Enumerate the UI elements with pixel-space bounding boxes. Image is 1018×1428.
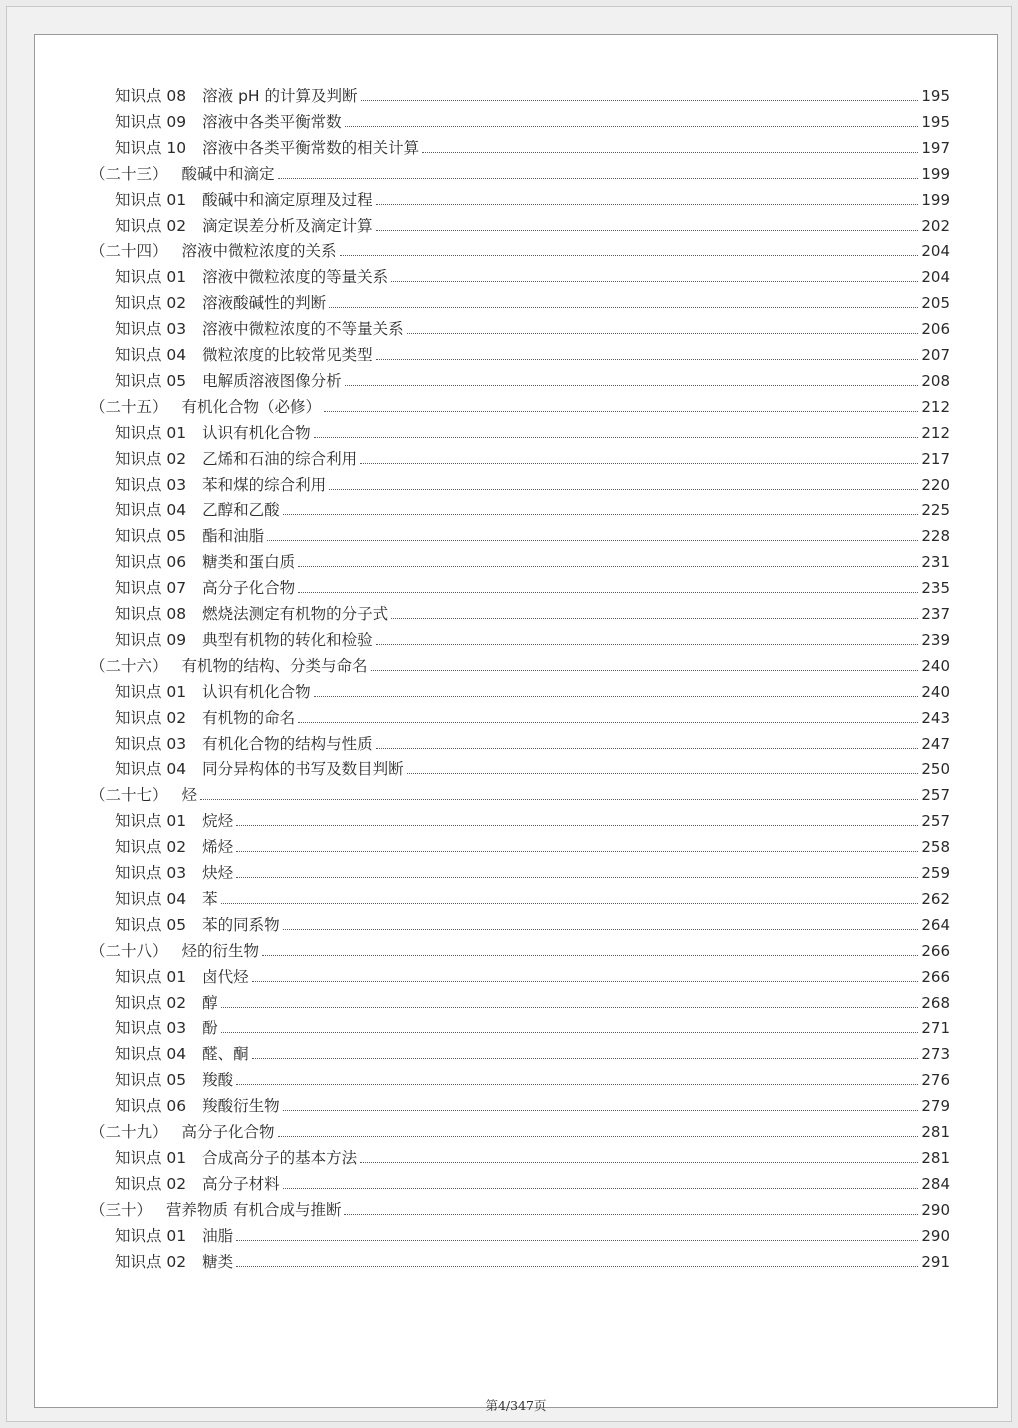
toc-section-row[interactable] — [90, 159, 950, 183]
toc-page-number: 239 — [921, 630, 950, 649]
toc-entry-title: 酸碱中和滴定原理及过程 — [202, 190, 373, 209]
toc-item-row[interactable] — [115, 547, 950, 571]
dot-leader — [422, 152, 918, 153]
toc-entry-title: 烷烃 — [202, 812, 234, 831]
toc-entry-number: 知识点 08 — [115, 87, 187, 105]
toc-page-number: 240 — [921, 682, 950, 701]
toc-page-number: 259 — [921, 864, 950, 882]
dot-leader — [340, 255, 919, 256]
toc-entry-title: 有机物的命名 — [202, 708, 296, 727]
dot-leader — [376, 748, 919, 749]
toc-entry-number: 知识点 03 — [115, 734, 187, 753]
toc-page-number: 290 — [921, 1226, 950, 1245]
toc-item-row[interactable] — [115, 1065, 950, 1089]
dot-leader — [236, 851, 918, 852]
toc-page-number: 257 — [921, 812, 950, 831]
toc-entry-number: 知识点 03 — [115, 475, 187, 494]
toc-page-number: 250 — [921, 760, 950, 779]
dot-leader — [236, 877, 918, 878]
dot-leader — [376, 359, 919, 360]
toc-entry-title: 有机化合物的结构与性质 — [202, 734, 373, 753]
toc-page-number: 205 — [921, 294, 950, 313]
dot-leader — [262, 955, 918, 956]
toc-entry-title: 苯的同系物 — [202, 915, 280, 934]
toc-item-row[interactable] — [115, 107, 950, 131]
toc-item-row[interactable] — [115, 211, 950, 235]
toc-item-row[interactable] — [115, 1013, 950, 1037]
toc-entry-number: 知识点 04 — [115, 889, 187, 908]
dot-leader — [236, 1240, 918, 1241]
toc-page-number: 204 — [921, 268, 950, 287]
toc-entry-number: 知识点 10 — [115, 138, 187, 157]
toc-entry-number: 知识点 03 — [115, 864, 187, 882]
toc-item-row[interactable] — [115, 806, 950, 830]
dot-leader — [221, 1007, 919, 1008]
toc-entry-title: 烯烃 — [202, 838, 234, 857]
dot-leader — [283, 1188, 919, 1189]
toc-item-row[interactable] — [115, 314, 950, 338]
toc-page-number: 225 — [921, 501, 950, 520]
dot-leader — [376, 204, 919, 205]
toc-page-number: 228 — [921, 527, 950, 546]
toc-page-number: 290 — [921, 1200, 950, 1219]
toc-entry-title: 溶液酸碱性的判断 — [202, 294, 327, 313]
dot-leader — [407, 333, 919, 334]
toc-entry-number: 知识点 01 — [115, 423, 187, 442]
toc-entry-title: 酚 — [202, 1019, 218, 1038]
toc-page-number: 262 — [921, 889, 950, 908]
toc-entry-number: 知识点 07 — [115, 579, 187, 598]
toc-item-row[interactable] — [115, 521, 950, 545]
toc-page-number: 291 — [921, 1252, 950, 1271]
toc-item-row[interactable] — [115, 832, 950, 856]
dot-leader — [278, 1136, 919, 1137]
dot-leader — [221, 903, 919, 904]
dot-leader — [376, 644, 919, 645]
toc-entry-number: （二十六） — [90, 656, 168, 675]
toc-item-row[interactable] — [115, 1221, 950, 1245]
toc-entry-title: 微粒浓度的比较常见类型 — [202, 346, 373, 364]
dot-leader — [267, 540, 918, 541]
toc-page-number: 206 — [921, 320, 950, 339]
toc-page-number: 257 — [921, 786, 950, 805]
toc-section-row[interactable] — [90, 236, 950, 260]
dot-leader — [344, 1214, 918, 1215]
toc-entry-number: 知识点 05 — [115, 915, 187, 934]
toc-entry-title: 糖类和蛋白质 — [202, 553, 296, 572]
toc-entry-title: 醇 — [202, 993, 218, 1012]
toc-entry-number: 知识点 06 — [115, 1097, 187, 1116]
toc-page-number: 258 — [921, 838, 950, 857]
toc-entry-title: 溶液中微粒浓度的等量关系 — [202, 268, 389, 287]
toc-entry-number: （二十四） — [90, 242, 168, 261]
dot-leader — [345, 126, 919, 127]
dot-leader — [283, 514, 919, 515]
toc-entry-number: （二十三） — [90, 164, 168, 183]
dot-leader — [314, 696, 919, 697]
toc-entry-number: 知识点 01 — [115, 1226, 187, 1245]
toc-entry-number: 知识点 03 — [115, 320, 187, 339]
toc-entry-number: 知识点 04 — [115, 760, 187, 779]
toc-page-number: 279 — [921, 1097, 950, 1116]
toc-entry-number: 知识点 02 — [115, 216, 187, 235]
toc-entry-number: 知识点 04 — [115, 1045, 187, 1064]
toc-entry-title: 典型有机物的转化和检验 — [202, 630, 373, 649]
toc-page-number: 199 — [921, 190, 950, 209]
toc-item-row[interactable] — [115, 470, 950, 494]
toc-item-row[interactable] — [115, 288, 950, 312]
toc-section-row[interactable] — [90, 780, 950, 804]
toc-entry-number: 知识点 02 — [115, 708, 187, 727]
toc-entry-number: （二十九） — [90, 1123, 168, 1141]
toc-entry-title: 高分子化合物 — [202, 579, 296, 598]
dot-leader — [314, 437, 919, 438]
toc-entry-title: 苯 — [202, 889, 218, 908]
toc-page-number: 266 — [921, 941, 950, 960]
toc-item-row[interactable] — [115, 1143, 950, 1167]
toc-item-row[interactable] — [115, 1091, 950, 1115]
toc-entry-number: 知识点 05 — [115, 1071, 187, 1090]
toc-entry-number: 知识点 04 — [115, 346, 187, 364]
toc-entry-number: （三十） — [90, 1200, 153, 1219]
toc-page-number: 271 — [921, 1019, 950, 1038]
toc-page-number: 273 — [921, 1045, 950, 1064]
toc-entry-number: 知识点 05 — [115, 527, 187, 546]
toc-entry-number: 知识点 06 — [115, 553, 187, 572]
toc-entry-title: 烃的衍生物 — [181, 941, 260, 960]
toc-page-number: 197 — [921, 138, 950, 157]
toc-item-row[interactable] — [115, 1039, 950, 1063]
dot-leader — [283, 929, 919, 930]
toc-entry-title: 烃 — [181, 786, 198, 805]
toc-page-number: 268 — [921, 993, 950, 1012]
toc-item-row[interactable] — [115, 988, 950, 1012]
toc-page-number: 247 — [921, 734, 950, 753]
dot-leader — [360, 463, 918, 464]
toc-entry-title: 溶液 pH 的计算及判断 — [202, 87, 358, 105]
toc-item-row[interactable] — [115, 884, 950, 908]
dot-leader — [407, 773, 919, 774]
toc-entry-number: 知识点 02 — [115, 449, 187, 468]
toc-item-row[interactable] — [115, 418, 950, 442]
toc-page-number: 212 — [921, 423, 950, 442]
dot-leader — [236, 1266, 918, 1267]
toc-entry-number: 知识点 09 — [115, 630, 187, 649]
toc-entry-number: 知识点 01 — [115, 967, 187, 986]
toc-page-number: 208 — [921, 371, 950, 390]
toc-section-row[interactable] — [90, 936, 950, 960]
toc-entry-number: 知识点 02 — [115, 294, 187, 313]
toc-entry-title: 羧酸 — [202, 1071, 234, 1090]
toc-entry-title: 滴定误差分析及滴定计算 — [202, 216, 373, 235]
dot-leader — [252, 1058, 919, 1059]
toc-entry-title: 有机化合物（必修） — [181, 397, 322, 416]
dot-leader — [283, 1110, 919, 1111]
toc-item-row[interactable] — [115, 1169, 950, 1193]
toc-item-row[interactable] — [115, 625, 950, 649]
toc-page-number: 202 — [921, 216, 950, 235]
toc-item-row[interactable] — [115, 340, 950, 364]
dot-leader — [391, 281, 918, 282]
dot-leader — [329, 307, 918, 308]
toc-page-number: 195 — [921, 87, 950, 105]
toc-entry-title: 苯和煤的综合利用 — [202, 475, 327, 494]
toc-entry-number: 知识点 05 — [115, 371, 187, 390]
toc-entry-number: 知识点 02 — [115, 838, 187, 857]
toc-section-row[interactable] — [90, 392, 950, 416]
toc-entry-title: 酸碱中和滴定 — [181, 164, 275, 183]
toc-entry-title: 溶液中微粒浓度的关系 — [181, 242, 337, 261]
toc-page-number: 243 — [921, 708, 950, 727]
toc-entry-number: 知识点 01 — [115, 268, 187, 287]
toc-entry-number: 知识点 09 — [115, 112, 187, 131]
toc-entry-title: 溶液中微粒浓度的不等量关系 — [202, 320, 404, 339]
dot-leader — [298, 592, 918, 593]
toc-entry-title: 乙醇和乙酸 — [202, 501, 280, 520]
toc-page-number: 237 — [921, 605, 950, 623]
toc-item-row[interactable] — [115, 754, 950, 778]
dot-leader — [278, 178, 919, 179]
toc-entry-title: 高分子化合物 — [181, 1123, 275, 1141]
toc-entry-title: 认识有机化合物 — [202, 423, 311, 442]
toc-page-number: 235 — [921, 579, 950, 598]
toc-item-row[interactable] — [115, 1247, 950, 1271]
toc-entry-title: 酯和油脂 — [202, 527, 265, 546]
dot-leader — [376, 230, 919, 231]
toc-entry-number: 知识点 01 — [115, 812, 187, 831]
toc-entry-title: 溶液中各类平衡常数 — [202, 112, 342, 131]
toc-item-row[interactable] — [115, 703, 950, 727]
toc-page-number: 264 — [921, 915, 950, 934]
toc-page-number: 207 — [921, 346, 950, 364]
toc-page-number: 240 — [921, 656, 950, 675]
toc-entry-number: 知识点 02 — [115, 1174, 187, 1193]
dot-leader — [361, 100, 919, 101]
toc-item-row[interactable] — [115, 729, 950, 753]
toc-section-row[interactable] — [90, 651, 950, 675]
toc-section-row[interactable] — [90, 1195, 950, 1219]
toc-entry-number: （二十八） — [90, 941, 168, 960]
toc-item-row[interactable] — [115, 573, 950, 597]
toc-entry-title: 高分子材料 — [202, 1174, 280, 1193]
toc-page-number: 276 — [921, 1071, 950, 1090]
toc-entry-number: （二十五） — [90, 397, 168, 416]
dot-leader — [371, 670, 919, 671]
toc-entry-number: 知识点 01 — [115, 682, 187, 701]
toc-item-row[interactable] — [115, 495, 950, 519]
dot-leader — [329, 489, 918, 490]
toc-page-number: 284 — [921, 1174, 950, 1193]
dot-leader — [391, 618, 918, 619]
dot-leader — [298, 722, 918, 723]
toc-item-row[interactable] — [115, 444, 950, 468]
toc-page-number: 281 — [921, 1123, 950, 1141]
dot-leader — [200, 799, 918, 800]
toc-entry-title: 同分异构体的书写及数目判断 — [202, 760, 404, 779]
dot-leader — [236, 1084, 918, 1085]
toc-page-number: 266 — [921, 967, 950, 986]
dot-leader — [360, 1162, 918, 1163]
toc-item-row[interactable] — [115, 185, 950, 209]
toc-entry-number: 知识点 04 — [115, 501, 187, 520]
toc-entry-title: 糖类 — [202, 1252, 234, 1271]
dot-leader — [345, 385, 919, 386]
toc-item-row[interactable] — [115, 962, 950, 986]
toc-page-number: 281 — [921, 1148, 950, 1167]
toc-page-number: 212 — [921, 397, 950, 416]
page-footer: 第4/347页 — [485, 1398, 547, 1413]
table-of-contents — [35, 35, 997, 1407]
dot-leader — [298, 566, 918, 567]
toc-entry-title: 电解质溶液图像分析 — [202, 371, 342, 390]
toc-item-row[interactable] — [115, 81, 950, 105]
toc-entry-title: 乙烯和石油的综合利用 — [202, 449, 358, 468]
toc-entry-title: 油脂 — [202, 1226, 234, 1245]
toc-page-number: 231 — [921, 553, 950, 572]
toc-page-number: 220 — [921, 475, 950, 494]
toc-entry-title: 认识有机化合物 — [202, 682, 311, 701]
toc-item-row[interactable] — [115, 858, 950, 882]
toc-entry-title: 卤代烃 — [202, 967, 249, 986]
toc-item-row[interactable] — [115, 262, 950, 286]
toc-entry-title: 合成高分子的基本方法 — [202, 1148, 358, 1167]
toc-entry-number: 知识点 01 — [115, 1148, 187, 1167]
toc-item-row[interactable] — [115, 677, 950, 701]
dot-leader — [324, 411, 918, 412]
dot-leader — [236, 825, 918, 826]
toc-entry-number: 知识点 02 — [115, 993, 187, 1012]
toc-entry-number: 知识点 01 — [115, 190, 187, 209]
toc-entry-number: 知识点 08 — [115, 605, 187, 623]
toc-entry-number: 知识点 03 — [115, 1019, 187, 1038]
toc-item-row[interactable] — [115, 366, 950, 390]
toc-item-row[interactable] — [115, 133, 950, 157]
toc-page-number: 217 — [921, 449, 950, 468]
toc-entry-title: 炔烃 — [202, 864, 234, 882]
dot-leader — [221, 1032, 919, 1033]
toc-item-row[interactable] — [115, 599, 950, 623]
toc-page-number: 199 — [921, 164, 950, 183]
toc-entry-number: （二十七） — [90, 786, 168, 805]
toc-item-row[interactable] — [115, 910, 950, 934]
toc-entry-number: 知识点 02 — [115, 1252, 187, 1271]
toc-entry-title: 有机物的结构、分类与命名 — [181, 656, 368, 675]
document-page — [34, 34, 998, 1413]
toc-entry-title: 溶液中各类平衡常数的相关计算 — [202, 138, 420, 157]
toc-entry-title: 营养物质 有机合成与推断 — [166, 1200, 342, 1219]
toc-entry-title: 燃烧法测定有机物的分子式 — [202, 605, 389, 623]
toc-page-number: 195 — [921, 112, 950, 131]
toc-entry-title: 醛、酮 — [202, 1045, 249, 1064]
toc-page-number: 204 — [921, 242, 950, 261]
outer-frame — [6, 6, 1012, 1422]
dot-leader — [252, 981, 919, 982]
toc-section-row[interactable] — [90, 1117, 950, 1141]
toc-entry-title: 羧酸衍生物 — [202, 1097, 280, 1116]
